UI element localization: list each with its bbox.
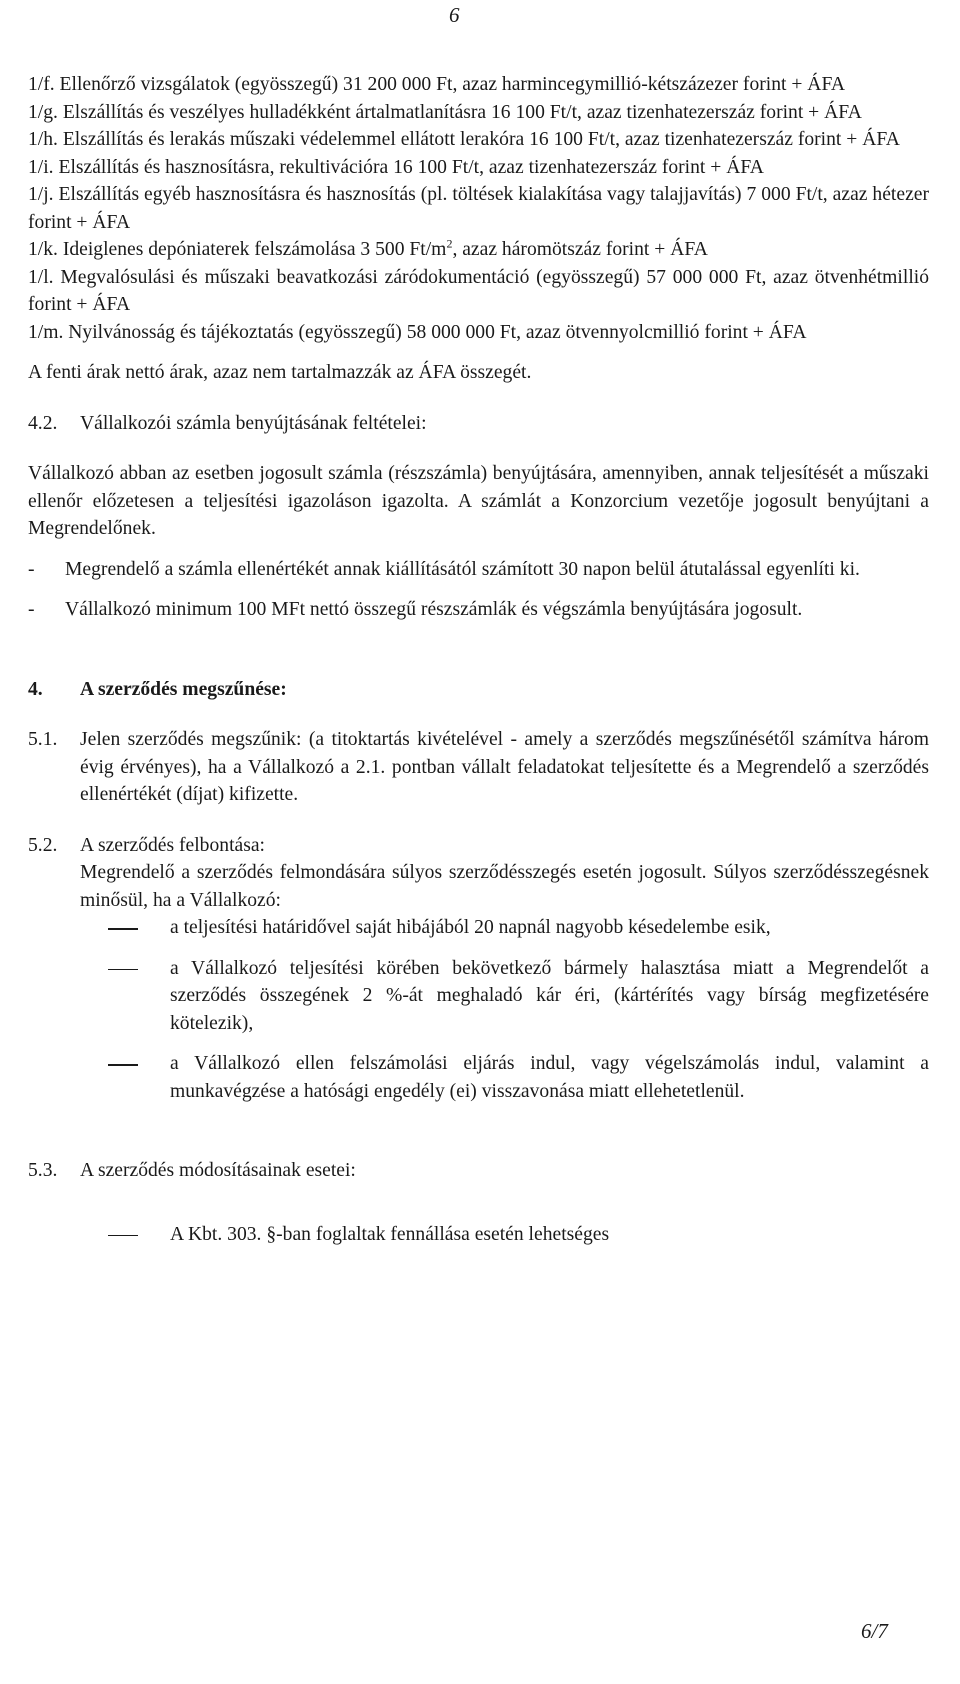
list-item: [28, 556, 929, 584]
price-item-g: 1/g. Elszállítás és veszélyes hulladékként ártalmatlanításra 16 100 Ft/t, azaz tizenhatezerszáz forint + ÁFA: [28, 101, 862, 123]
section-number: 4.2.: [28, 412, 58, 434]
price-item-f: 1/f. Ellenőrző vizsgálatok (egyösszegű) 31 200 000 Ft, azaz harmincegymillió-kétszázezer forint + ÁFA: [28, 74, 846, 95]
price-item-m: 1/m. Nyilvánosság és tájékoztatás (egyösszegű) 58 000 000 Ft, azaz ötvennyolcmillió forint + ÁFA: [28, 321, 807, 343]
price-item-h: 1/h. Elszállítás és lerakás műszaki védelemmel ellátott lerakóra 16 100 Ft/t, azaz tizenhatezerszáz forint + ÁFA: [28, 129, 900, 150]
section-4-heading: [28, 676, 929, 704]
list-item: [80, 914, 929, 942]
section-title: A szerződés felbontása:: [80, 834, 265, 856]
dash-marker: [80, 914, 170, 942]
dash-marker: -: [28, 599, 35, 620]
list-item-text: Megrendelő a számla ellenértékét annak kiállításától számított 30 napon belül átutalással egyenlíti ki.: [65, 558, 860, 580]
list-item: [28, 596, 929, 624]
section-5-3: [28, 1157, 929, 1185]
section-title: Vállalkozói számla benyújtásának feltételei:: [80, 412, 427, 434]
price-note: A fenti árak nettó árak, azaz nem tartalmazzák az ÁFA összegét.: [28, 362, 532, 383]
document-body: [28, 71, 929, 1248]
price-item-k-rest: , azaz háromötszáz forint + ÁFA: [452, 239, 708, 260]
page-footer: 6/7: [861, 1619, 888, 1643]
breach-list: [28, 914, 929, 1105]
list-item: [80, 955, 929, 1038]
price-item-j: 1/j. Elszállítás egyéb hasznosításra és hasznosítás (pl. töltések kialakítása vagy talajjavítás) 7 000 Ft/t, azaz hétezer forint + ÁFA: [28, 184, 929, 233]
dash-marker: [80, 955, 170, 1038]
list-item: [80, 1050, 929, 1105]
section-4-2-paragraph: Vállalkozó abban az esetben jogosult számla (részszámla) benyújtására, amennyiben, annak teljesítését a műszaki ellenőr előzetesen a teljesítési igazoláson igazolta. A számlát a Konzorcium vezetője jogosult benyújtani a Megrendelőnek.: [28, 463, 929, 539]
amendment-list: [28, 1221, 929, 1249]
price-item-k-text: 1/k. Ideiglenes depóniaterek felszámolása 3 500 Ft/m: [28, 239, 447, 260]
dash-marker: -: [28, 558, 35, 580]
list-item-text: A Kbt. 303. §-ban foglaltak fennállása esetén lehetséges: [170, 1223, 610, 1245]
price-item-i: 1/i. Elszállítás és hasznosításra, rekultivációra 16 100 Ft/t, azaz tizenhatezerszáz forint + ÁFA: [28, 156, 764, 178]
section-number: 5.2.: [28, 834, 58, 856]
price-item-k: [28, 236, 929, 264]
section-number: 5.1.: [28, 729, 58, 750]
section-paragraph: Megrendelő a szerződés felmondására súlyos szerződésszegés esetén jogosult. Súlyos szerződésszegésnek minősül, ha a Vállalkozó:: [80, 862, 929, 911]
section-number: 4.: [28, 678, 43, 700]
section-body: [80, 832, 929, 915]
section-text: Jelen szerződés megszűnik: (a titoktartás kivételével - amely a szerződés megszűnésétől számítva három évig érvényes), ha a Vállalkozó a 2.1. pontban vállalt feladatokat teljesítette és a Megrendelő a szerződés ellenértékét (díjat) kifizette.: [80, 729, 929, 805]
section-5-2: [28, 832, 929, 915]
section-4-2-heading: [28, 410, 929, 438]
list-item-text: Vállalkozó minimum 100 MFt nettó összegű részszámlák és végszámla benyújtására jogosult.: [65, 599, 803, 620]
list-item-text: a Vállalkozó teljesítési körében bekövetkező bármely halasztása miatt a Megrendelőt a szerződés összegének 2 %-át meghaladó kár éri, (kártérítés vagy bírság megfizetésére kötelezik),: [170, 957, 929, 1034]
section-title: A szerződés módosításainak esetei:: [80, 1160, 356, 1181]
price-item-l: 1/l. Megvalósulási és műszaki beavatkozási záródokumentáció (egyösszegű) 57 000 000 Ft, azaz ötvenhétmillió forint + ÁFA: [28, 266, 929, 315]
page-number: 6: [449, 3, 460, 27]
dash-marker: [80, 1050, 170, 1105]
list-item-text: a teljesítési határidővel saját hibájából 20 napnál nagyobb késedelembe esik,: [170, 917, 771, 938]
section-number: 5.3.: [28, 1160, 58, 1181]
list-item-text: a Vállalkozó ellen felszámolási eljárás indul, vagy végelszámolás indul, valamint a munkavégzése a hatósági engedély (ei) visszavonása miatt ellehetetlenül.: [170, 1053, 929, 1102]
list-item: [80, 1221, 929, 1249]
section-title: A szerződés megszűnése:: [80, 678, 287, 700]
pricing-list: [28, 71, 929, 346]
section-5-1: [28, 726, 929, 809]
price-item-k-sup: 2: [446, 236, 453, 251]
dash-marker: [80, 1221, 170, 1249]
